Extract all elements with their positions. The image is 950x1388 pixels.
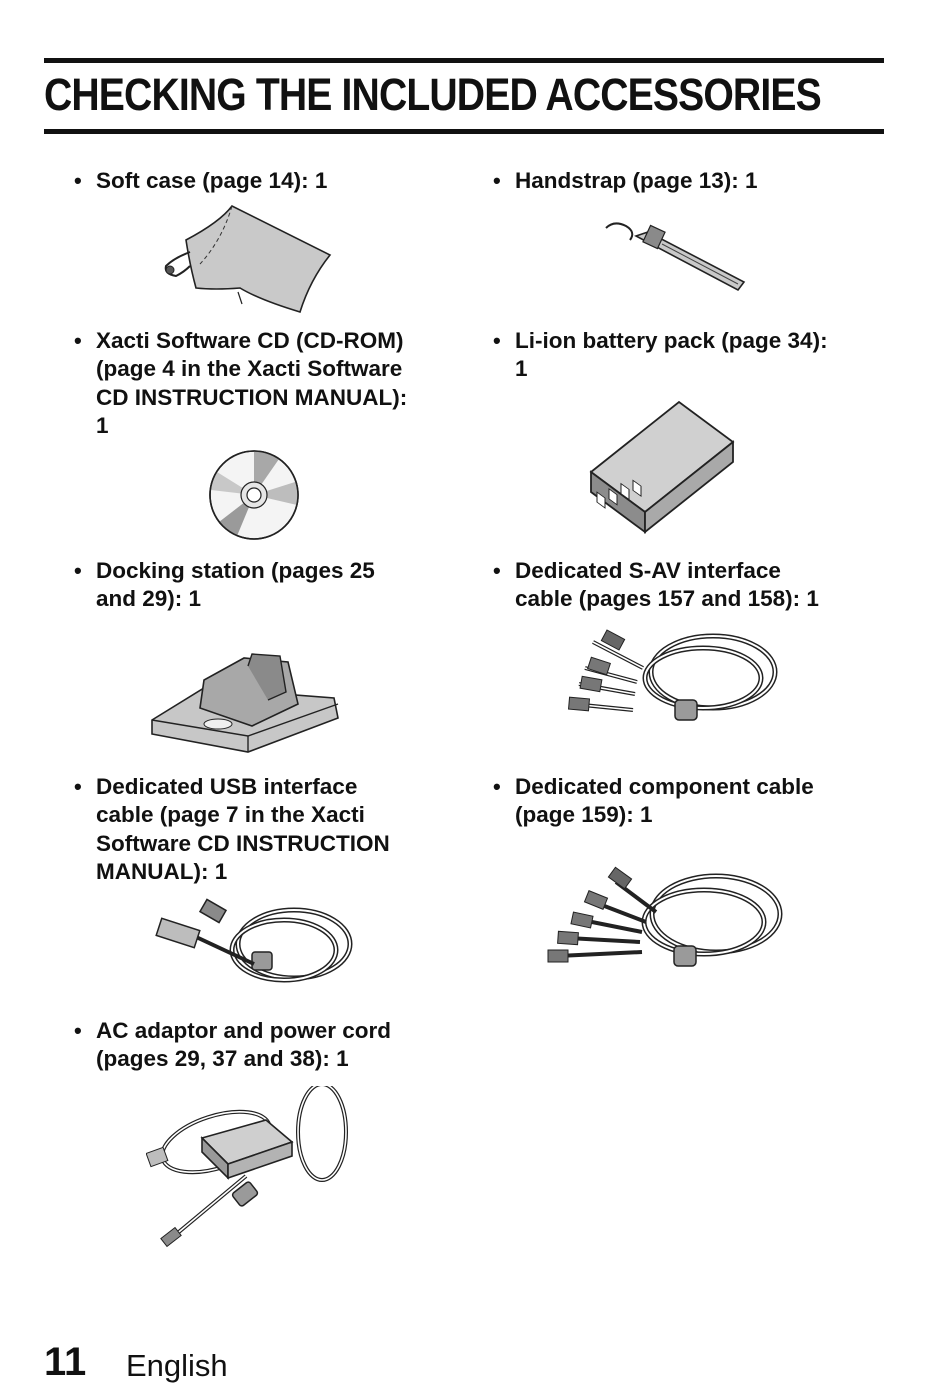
item-label: Xacti Software CD (CD-ROM) (page 4 in the Xacti Software CD INSTRUCTION MANUAL): 1 — [96, 328, 408, 438]
item-label: Li-ion battery pack (page 34): 1 — [515, 328, 828, 382]
component-cable-icon — [546, 862, 786, 980]
page-language: English — [126, 1348, 228, 1383]
cd-rom-icon — [207, 450, 301, 542]
bullet: • — [74, 774, 82, 799]
bullet: • — [493, 774, 501, 799]
item-label: Docking station (pages 25 and 29): 1 — [96, 558, 375, 612]
s-av-cable-icon — [563, 620, 781, 736]
docking-station-icon — [148, 648, 342, 760]
page-title: CHECKING THE INCLUDED ACCESSORIES — [44, 69, 821, 120]
item-label: Handstrap (page 13): 1 — [515, 168, 758, 193]
ac-adaptor-icon — [146, 1086, 356, 1252]
bullet: • — [74, 328, 82, 353]
bullet: • — [493, 168, 501, 193]
battery-pack-icon — [583, 398, 739, 536]
soft-case-icon — [160, 200, 340, 320]
item-label: Dedicated component cable (page 159): 1 — [515, 774, 814, 828]
bullet: • — [74, 558, 82, 583]
bullet: • — [493, 558, 501, 583]
usb-cable-icon — [154, 894, 356, 1002]
item-label: Dedicated USB interface cable (page 7 in the Xacti Software CD INSTRUCTION MANUAL): 1 — [96, 774, 390, 884]
item-label: Dedicated S-AV interface cable (pages 157 and 158): 1 — [515, 558, 819, 612]
bullet: • — [493, 328, 501, 353]
bullet: • — [74, 1018, 82, 1043]
handstrap-icon — [600, 218, 750, 294]
item-label: Soft case (page 14): 1 — [96, 168, 328, 193]
item-label: AC adaptor and power cord (pages 29, 37 and 38): 1 — [96, 1018, 392, 1072]
title-rule-bottom — [44, 129, 884, 134]
bullet: • — [74, 168, 82, 193]
title-rule-top — [44, 58, 884, 63]
page-number: 11 — [44, 1340, 87, 1384]
